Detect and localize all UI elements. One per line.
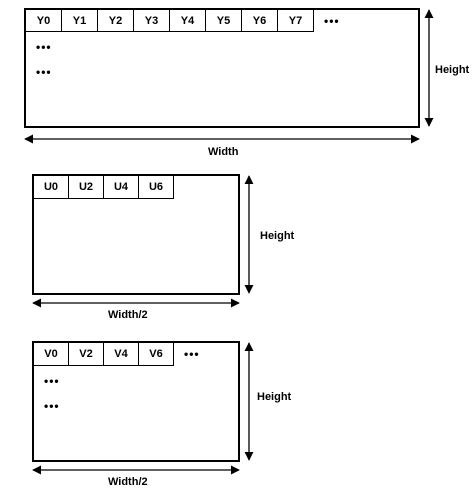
v-cell: V6 <box>139 343 174 366</box>
v-row-ellipsis: ••• <box>184 347 200 361</box>
v-cell: V0 <box>34 343 69 366</box>
y-cell: Y7 <box>278 10 314 32</box>
u-width-label: Width/2 <box>108 309 148 321</box>
v-cell: V4 <box>104 343 139 366</box>
u-cell: U2 <box>69 176 104 199</box>
v-width-label: Width/2 <box>108 476 148 488</box>
v-cell: V2 <box>69 343 104 366</box>
y-cell: Y2 <box>98 10 134 32</box>
y-height-label: Height <box>435 64 470 76</box>
y-cell: Y4 <box>170 10 206 32</box>
u-cell: U0 <box>34 176 69 199</box>
y-continuation-ellipsis: ••• <box>36 65 52 79</box>
y-cell: Y0 <box>26 10 62 32</box>
y-cell: Y3 <box>134 10 170 32</box>
v-continuation-ellipsis: ••• <box>44 399 60 413</box>
v-height-label: Height <box>257 391 292 403</box>
y-cell: Y6 <box>242 10 278 32</box>
y-continuation-ellipsis: ••• <box>36 40 52 54</box>
y-cell: Y5 <box>206 10 242 32</box>
y-width-label: Width <box>208 146 239 158</box>
y-cell: Y1 <box>62 10 98 32</box>
y-row-ellipsis: ••• <box>324 14 340 28</box>
v-continuation-ellipsis: ••• <box>44 374 60 388</box>
u-cell: U6 <box>139 176 174 199</box>
u-cell: U4 <box>104 176 139 199</box>
u-height-label: Height <box>260 230 295 242</box>
